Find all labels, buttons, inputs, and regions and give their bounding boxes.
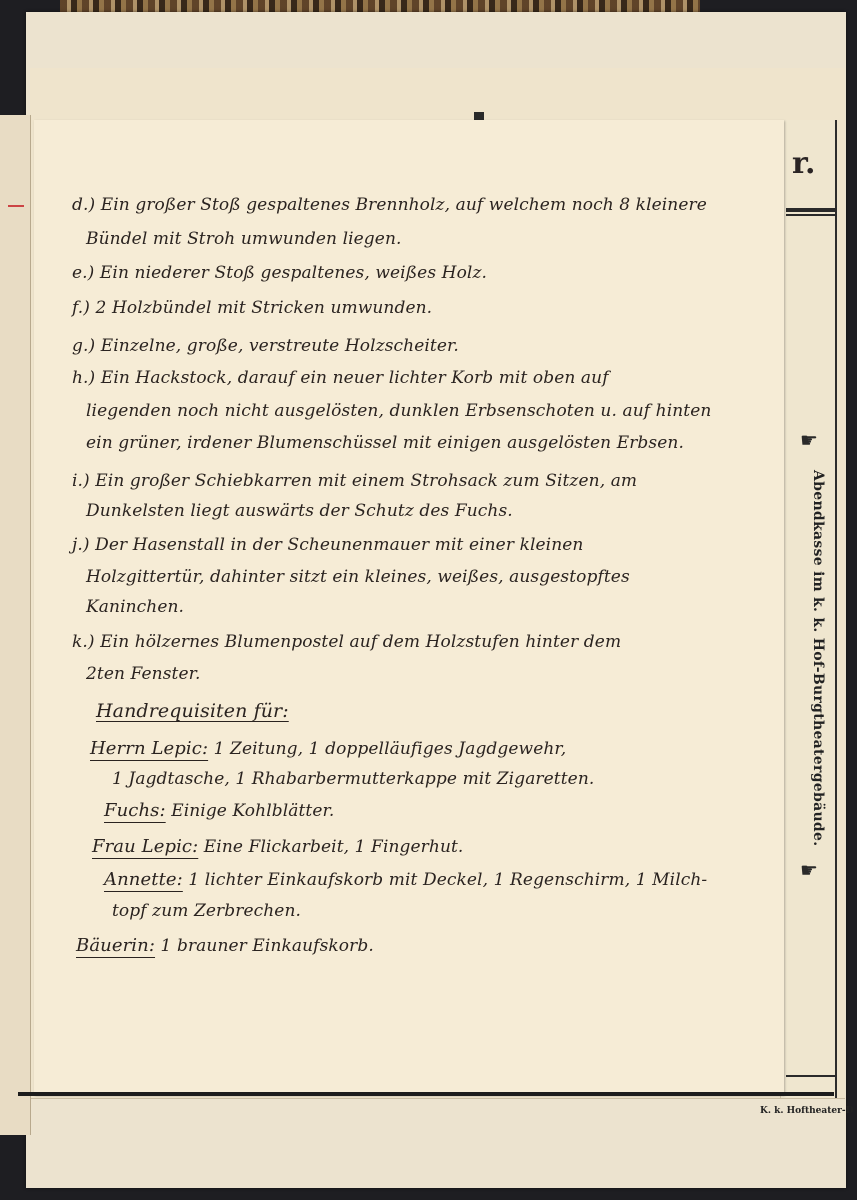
props-entry-herrn-lepic: Herrn Lepic: 1 Zeitung, 1 doppelläufiges Jagdgewehr,	[90, 738, 567, 759]
red-mark	[8, 205, 24, 207]
props-entry-frau-lepic: Frau Lepic: Eine Flickarbeit, 1 Fingerhut.	[92, 836, 464, 857]
props-entry-herrn-lepic-line-2: 1 Jagdtasche, 1 Rhabarbermutterkappe mit Zigaretten.	[112, 769, 595, 789]
header-letter-fragment	[474, 112, 484, 120]
props-heading: Handrequisiten für:	[96, 700, 289, 722]
left-page-edge	[0, 115, 31, 1135]
item-g-line-1: g.) Einzelne, große, verstreute Holzscheiter.	[72, 336, 459, 356]
item-j-line-3: Kaninchen.	[86, 597, 185, 617]
item-h-line-1: h.) Ein Hackstock, darauf ein neuer lichter Korb mit oben auf	[72, 368, 609, 388]
printer-imprint: K. k. Hoftheater-D	[760, 1106, 854, 1116]
item-j-line-2: Holzgittertür, dahinter sitzt ein kleines, weißes, ausgestopftes	[86, 567, 630, 587]
role-name: Bäuerin:	[76, 935, 156, 956]
item-h-line-2: liegenden noch nicht ausgelösten, dunklen Erbsenschoten u. auf hinten	[86, 401, 712, 421]
role-name: Herrn Lepic:	[90, 738, 209, 759]
item-k-line-1: k.) Ein hölzernes Blumenpostel auf dem Holzstufen hinter dem	[72, 632, 622, 652]
pointing-hand-icon: ☛	[800, 858, 818, 882]
item-i-line-2: Dunkelsten liegt auswärts der Schutz des Fuchs.	[86, 501, 513, 521]
role-name: Fuchs:	[104, 800, 166, 821]
page-bottom-edge	[18, 1092, 834, 1096]
rule-line	[786, 214, 836, 216]
item-h-line-3: ein grüner, irdener Blumenschüssel mit einigen ausgelösten Erbsen.	[86, 433, 684, 453]
rule-line	[786, 208, 836, 212]
props-entry-fuchs: Fuchs: Einige Kohlblätter.	[104, 800, 335, 821]
item-e-line-1: e.) Ein niederer Stoß gespaltenes, weißes Holz.	[72, 263, 488, 283]
item-d-line-1: d.) Ein großer Stoß gespaltenes Brennholz, auf welchem noch 8 kleinere	[72, 195, 707, 215]
rule-line	[786, 1075, 836, 1077]
item-j-line-1: j.) Der Hasenstall in der Scheunenmauer mit einer kleinen	[72, 535, 584, 555]
item-k-line-2: 2ten Fenster.	[86, 664, 201, 684]
role-name: Annette:	[104, 869, 183, 890]
item-f-line-1: f.) 2 Holzbündel mit Stricken umwunden.	[72, 298, 433, 318]
sidebar-vertical-text: Abendkasse im k. k. Hof-Burgtheatergebäude.	[810, 470, 826, 847]
props-entry-annette-line-2: topf zum Zerbrechen.	[112, 901, 302, 921]
role-name: Frau Lepic:	[92, 836, 199, 857]
item-d-line-2: Bündel mit Stroh umwunden liegen.	[86, 229, 402, 249]
header-fragment: r.	[792, 146, 816, 181]
pointing-hand-icon: ☛	[800, 428, 818, 452]
item-i-line-1: i.) Ein großer Schiebkarren mit einem Strohsack zum Sitzen, am	[72, 471, 638, 491]
props-entry-annette: Annette: 1 lichter Einkaufskorb mit Deckel, 1 Regenschirm, 1 Milch-	[104, 869, 708, 890]
props-entry-baeuerin: Bäuerin: 1 brauner Einkaufskorb.	[76, 935, 374, 956]
